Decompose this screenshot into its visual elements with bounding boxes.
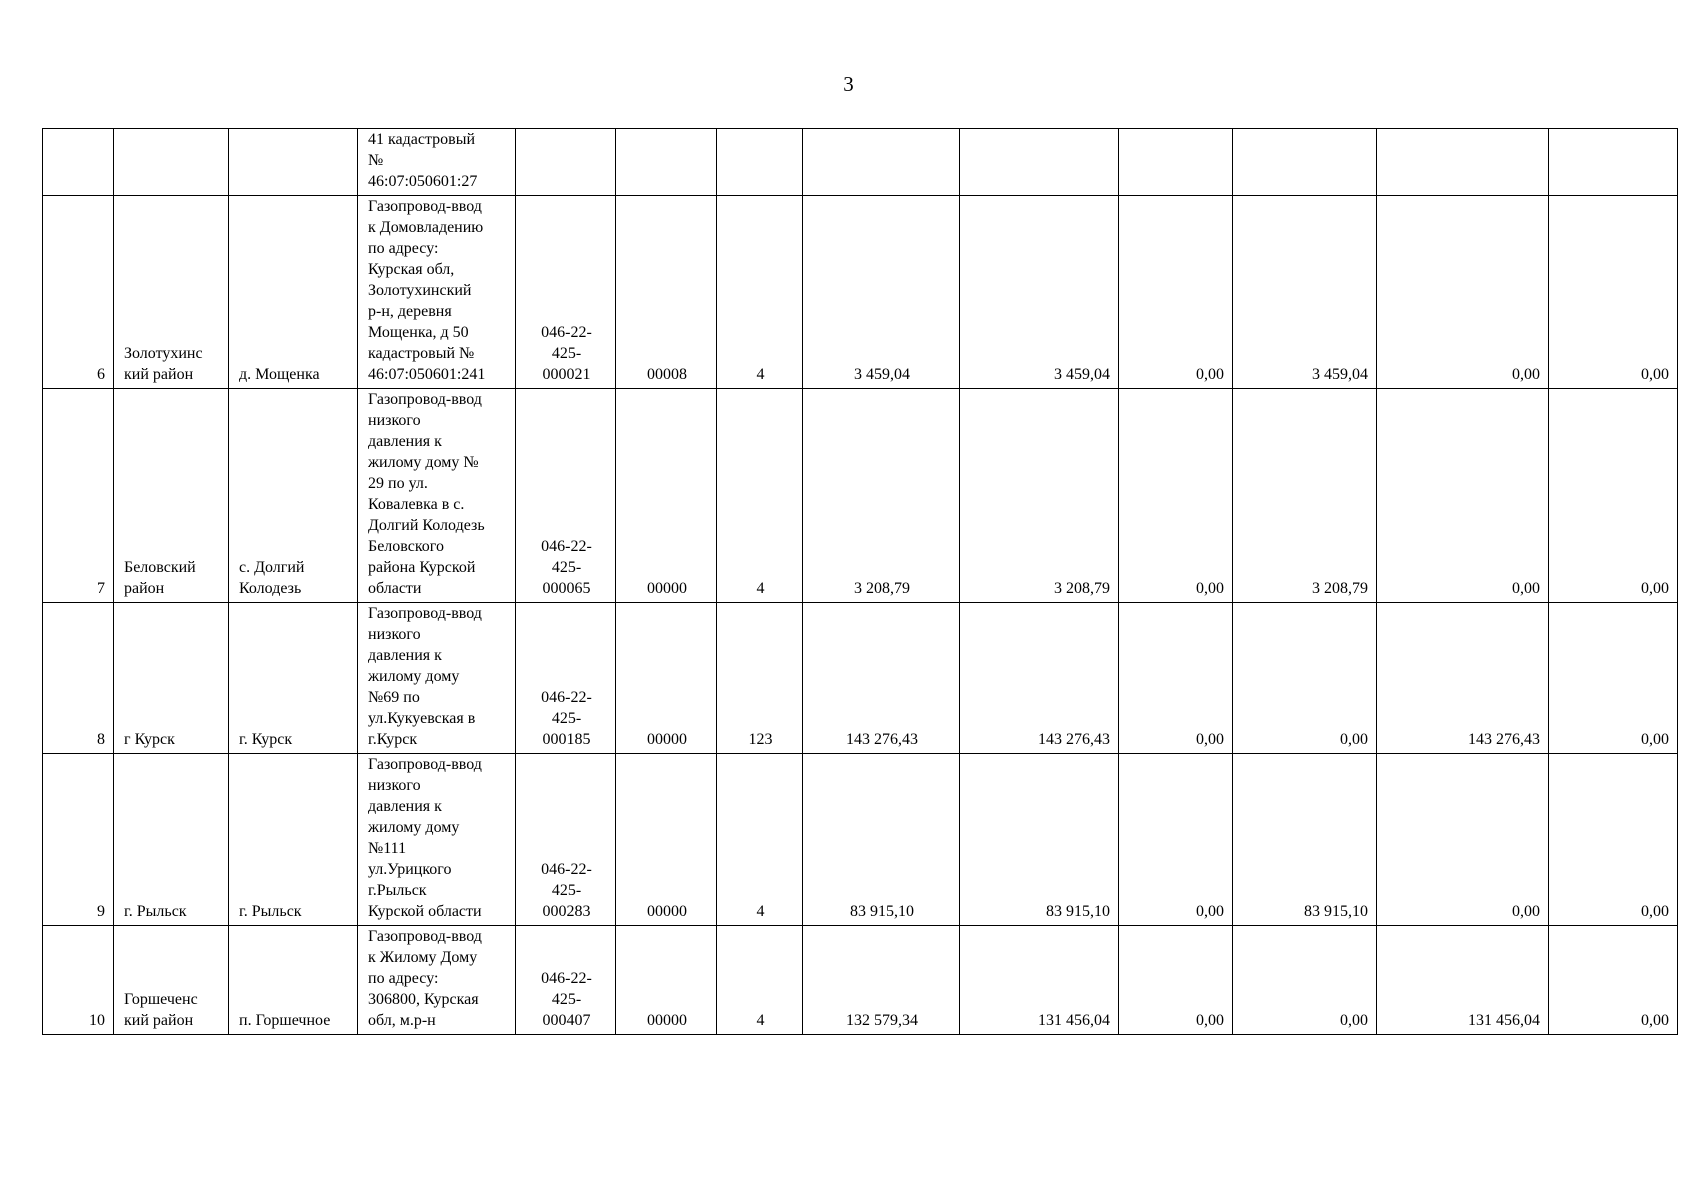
value-5-cell: 143 276,43	[1377, 603, 1549, 754]
value-3-cell: 0,00	[1119, 196, 1233, 389]
value-2-cell	[960, 129, 1119, 196]
quantity-cell: 4	[717, 389, 803, 603]
table-row	[43, 603, 1678, 754]
value-6-cell: 0,00	[1549, 926, 1678, 1035]
value-5-cell: 0,00	[1377, 389, 1549, 603]
subcode-cell: 00000	[616, 926, 717, 1035]
table-row	[43, 129, 1678, 196]
row-number-cell: 10	[43, 926, 114, 1035]
value-4-cell: 0,00	[1233, 926, 1377, 1035]
value-3-cell: 0,00	[1119, 389, 1233, 603]
value-1-cell: 83 915,10	[803, 754, 960, 926]
value-5-cell: 131 456,04	[1377, 926, 1549, 1035]
locality-cell	[229, 129, 358, 196]
description-cell: Газопровод-ввод к Жилому Дому по адресу: 306800, Курская обл, м.р-н	[358, 926, 516, 1035]
locality-cell: с. Долгий Колодезь	[229, 389, 358, 603]
code-cell: 046-22- 425- 000185	[516, 603, 616, 754]
value-4-cell	[1233, 129, 1377, 196]
district-cell: Беловский район	[114, 389, 229, 603]
value-6-cell	[1549, 129, 1678, 196]
value-6-cell: 0,00	[1549, 603, 1678, 754]
value-5-cell: 0,00	[1377, 196, 1549, 389]
value-5-cell	[1377, 129, 1549, 196]
row-number-cell: 7	[43, 389, 114, 603]
description-cell: Газопровод-ввод низкого давления к жилому дому №111 ул.Урицкого г.Рыльск Курской области	[358, 754, 516, 926]
value-2-cell: 3 459,04	[960, 196, 1119, 389]
subcode-cell	[616, 129, 717, 196]
value-2-cell: 3 208,79	[960, 389, 1119, 603]
quantity-cell: 4	[717, 926, 803, 1035]
table-row	[43, 754, 1678, 926]
subcode-cell: 00000	[616, 754, 717, 926]
data-table	[42, 128, 1678, 1035]
district-cell	[114, 129, 229, 196]
row-number-cell	[43, 129, 114, 196]
code-cell: 046-22- 425- 000065	[516, 389, 616, 603]
description-cell: 41 кадастровый № 46:07:050601:27	[358, 129, 516, 196]
row-number-cell: 9	[43, 754, 114, 926]
district-cell: Золотухинс кий район	[114, 196, 229, 389]
value-2-cell: 83 915,10	[960, 754, 1119, 926]
code-cell: 046-22- 425- 000021	[516, 196, 616, 389]
locality-cell: г. Курск	[229, 603, 358, 754]
page-number: 3	[843, 72, 854, 96]
code-cell: 046-22- 425- 000283	[516, 754, 616, 926]
value-3-cell: 0,00	[1119, 926, 1233, 1035]
table-row	[43, 389, 1678, 603]
value-6-cell: 0,00	[1549, 754, 1678, 926]
subcode-cell: 00000	[616, 603, 717, 754]
code-cell: 046-22- 425- 000407	[516, 926, 616, 1035]
value-1-cell: 3 208,79	[803, 389, 960, 603]
value-3-cell: 0,00	[1119, 603, 1233, 754]
locality-cell: д. Мощенка	[229, 196, 358, 389]
value-4-cell: 3 208,79	[1233, 389, 1377, 603]
value-4-cell: 83 915,10	[1233, 754, 1377, 926]
value-1-cell: 3 459,04	[803, 196, 960, 389]
description-cell: Газопровод-ввод к Домовладению по адресу: Курская обл, Золотухинский р-н, деревня Мощенка, д 50 кадастровый № 46:07:050601:241	[358, 196, 516, 389]
table-row	[43, 196, 1678, 389]
quantity-cell: 4	[717, 196, 803, 389]
value-1-cell	[803, 129, 960, 196]
value-4-cell: 3 459,04	[1233, 196, 1377, 389]
district-cell: г. Рыльск	[114, 754, 229, 926]
value-1-cell: 132 579,34	[803, 926, 960, 1035]
value-1-cell: 143 276,43	[803, 603, 960, 754]
quantity-cell: 4	[717, 754, 803, 926]
row-number-cell: 8	[43, 603, 114, 754]
value-3-cell	[1119, 129, 1233, 196]
quantity-cell: 123	[717, 603, 803, 754]
code-cell	[516, 129, 616, 196]
value-3-cell: 0,00	[1119, 754, 1233, 926]
value-6-cell: 0,00	[1549, 196, 1678, 389]
subcode-cell: 00008	[616, 196, 717, 389]
value-4-cell: 0,00	[1233, 603, 1377, 754]
row-number-cell: 6	[43, 196, 114, 389]
district-cell: г Курск	[114, 603, 229, 754]
district-cell: Горшеченс кий район	[114, 926, 229, 1035]
description-cell: Газопровод-ввод низкого давления к жилому дому № 29 по ул. Ковалевка в с. Долгий Колодезь Беловского района Курской области	[358, 389, 516, 603]
value-5-cell: 0,00	[1377, 754, 1549, 926]
locality-cell: п. Горшечное	[229, 926, 358, 1035]
table-row	[43, 926, 1678, 1035]
description-cell: Газопровод-ввод низкого давления к жилому дому №69 по ул.Кукуевская в г.Курск	[358, 603, 516, 754]
value-2-cell: 143 276,43	[960, 603, 1119, 754]
quantity-cell	[717, 129, 803, 196]
subcode-cell: 00000	[616, 389, 717, 603]
locality-cell: г. Рыльск	[229, 754, 358, 926]
value-2-cell: 131 456,04	[960, 926, 1119, 1035]
value-6-cell: 0,00	[1549, 389, 1678, 603]
